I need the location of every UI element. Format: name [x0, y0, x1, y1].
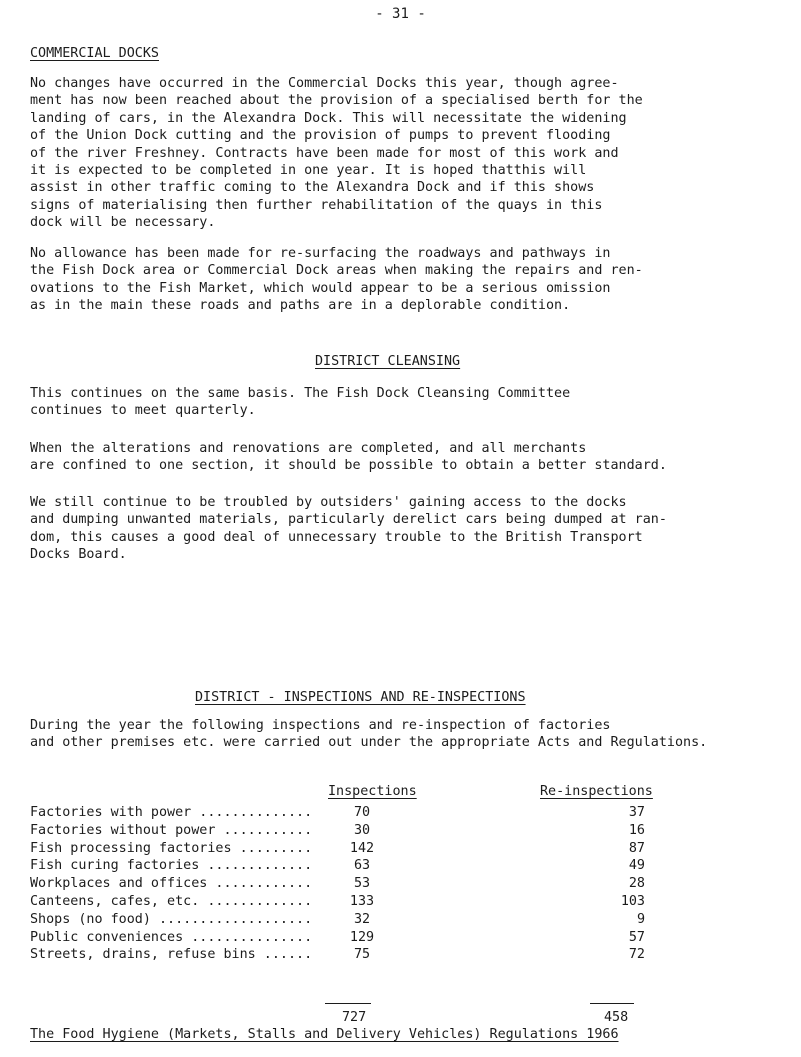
paragraph-cleansing-1: [30, 385, 780, 420]
row-label: Workplaces and offices ............: [30, 876, 313, 892]
row-inspections: 75: [353, 947, 371, 963]
commercial-docks-p2-line: as in the main these roads and paths are in a deplorable condition.: [30, 298, 571, 314]
cleansing-p3-line: Docks Board.: [30, 547, 127, 563]
paragraph-cleansing-2: [30, 440, 780, 475]
row-reinspections: 28: [628, 876, 645, 892]
table-row: [30, 929, 790, 947]
commercial-docks-p1-line: of the river Freshney. Contracts have been made for most of this work and: [30, 145, 619, 161]
cleansing-p1-line: continues to meet quarterly.: [30, 403, 256, 419]
commercial-docks-p1-line: assist in other traffic coming to the Alexandra Dock and if this shows: [30, 180, 595, 196]
row-reinspections: 87: [628, 840, 645, 856]
commercial-docks-p1-line: ment has now been reached about the provision of a specialised berth for the: [30, 93, 643, 109]
row-reinspections: 49: [628, 858, 645, 874]
paragraph-cleansing-3: [30, 494, 780, 564]
commercial-docks-p1-line: of the Union Dock cutting and the provision of pumps to prevent flooding: [30, 128, 611, 144]
row-label: Public conveniences ...............: [30, 929, 313, 945]
row-reinspections: 72: [628, 947, 645, 963]
row-reinspections: 37: [628, 805, 645, 820]
row-inspections: 53: [353, 876, 371, 892]
cleansing-p2-line: When the alterations and renovations are completed, and all merchants: [30, 441, 587, 456]
row-inspections: 63: [353, 858, 371, 874]
paragraph-inspections-intro: [30, 717, 790, 752]
column-header-inspections: Inspections: [328, 784, 417, 799]
total-reinspections: 458: [604, 1010, 629, 1025]
inspections-table: [30, 804, 790, 964]
row-inspections: 142: [349, 840, 375, 856]
table-row: [30, 893, 790, 911]
commercial-docks-p2-line: the Fish Dock area or Commercial Dock areas when making the repairs and ren-: [30, 263, 643, 279]
commercial-docks-p1-line: it is expected to be completed in one year. It is hoped thatthis will: [30, 163, 587, 179]
cleansing-p1-line: This continues on the same basis. The Fish Dock Cleansing Committee: [30, 386, 571, 401]
row-inspections: 129: [349, 929, 375, 945]
column-header-reinspections: Re-inspections: [540, 784, 653, 799]
inspections-intro-line: and other premises etc. were carried out under the appropriate Acts and Regulations.: [30, 735, 708, 751]
row-label: Fish processing factories .........: [30, 840, 313, 856]
paragraph-commercial-docks-1: [30, 75, 780, 232]
commercial-docks-p1-line: dock will be necessary.: [30, 215, 216, 231]
row-inspections: 32: [353, 911, 371, 927]
inspections-intro-line: During the year the following inspections and re-inspection of factories: [30, 718, 611, 733]
page-number: - 31 -: [375, 6, 426, 22]
row-inspections: 30: [353, 822, 371, 838]
row-label: Streets, drains, refuse bins ......: [30, 947, 313, 963]
row-label: Shops (no food) ...................: [30, 911, 313, 927]
row-reinspections: 57: [628, 929, 645, 945]
table-row: [30, 840, 790, 858]
commercial-docks-p1-line: signs of materialising then further rehabilitation of the quays in this: [30, 197, 603, 213]
row-reinspections: 9: [636, 911, 645, 927]
table-row: [30, 822, 790, 840]
row-label: Canteens, cafes, etc. .............: [30, 893, 313, 909]
row-reinspections: 103: [620, 893, 645, 909]
commercial-docks-p1-line: landing of cars, in the Alexandra Dock. This will necessitate the widening: [30, 110, 627, 126]
cleansing-p2-line: are confined to one section, it should be possible to obtain a better standard.: [30, 458, 667, 474]
heading-district-cleansing: DISTRICT CLEANSING: [315, 354, 461, 369]
total-rule-inspections: [325, 1003, 371, 1004]
total-rule-reinspections: [590, 1003, 634, 1004]
row-label: Factories with power ..............: [30, 805, 313, 820]
heading-inspections: DISTRICT - INSPECTIONS AND RE-INSPECTIONS: [195, 690, 526, 705]
commercial-docks-p2-line: No allowance has been made for re-surfacing the roadways and pathways in: [30, 246, 611, 261]
table-row: [30, 857, 790, 875]
commercial-docks-p1-line: No changes have occurred in the Commercial Docks this year, though agree-: [30, 76, 619, 91]
paragraph-commercial-docks-2: [30, 245, 780, 315]
cleansing-p3-line: We still continue to be troubled by outsiders' gaining access to the docks: [30, 495, 627, 510]
table-row: [30, 946, 790, 964]
row-inspections: 70: [353, 805, 371, 820]
row-label: Fish curing factories .............: [30, 858, 313, 874]
table-row: [30, 911, 790, 929]
regulation-food-hygiene: The Food Hygiene (Markets, Stalls and Delivery Vehicles) Regulations 1966: [30, 1027, 619, 1042]
table-row: [30, 804, 790, 822]
commercial-docks-p2-line: ovations to the Fish Market, which would appear to be a serious omission: [30, 280, 611, 296]
row-inspections: 133: [349, 893, 375, 909]
heading-commercial-docks: COMMERCIAL DOCKS: [30, 46, 159, 61]
table-row: [30, 875, 790, 893]
row-label: Factories without power ...........: [30, 822, 313, 838]
cleansing-p3-line: dom, this causes a good deal of unnecessary trouble to the British Transport: [30, 529, 643, 545]
row-reinspections: 16: [628, 822, 645, 838]
cleansing-p3-line: and dumping unwanted materials, particularly derelict cars being dumped at ran-: [30, 512, 667, 528]
total-inspections: 727: [342, 1010, 367, 1025]
